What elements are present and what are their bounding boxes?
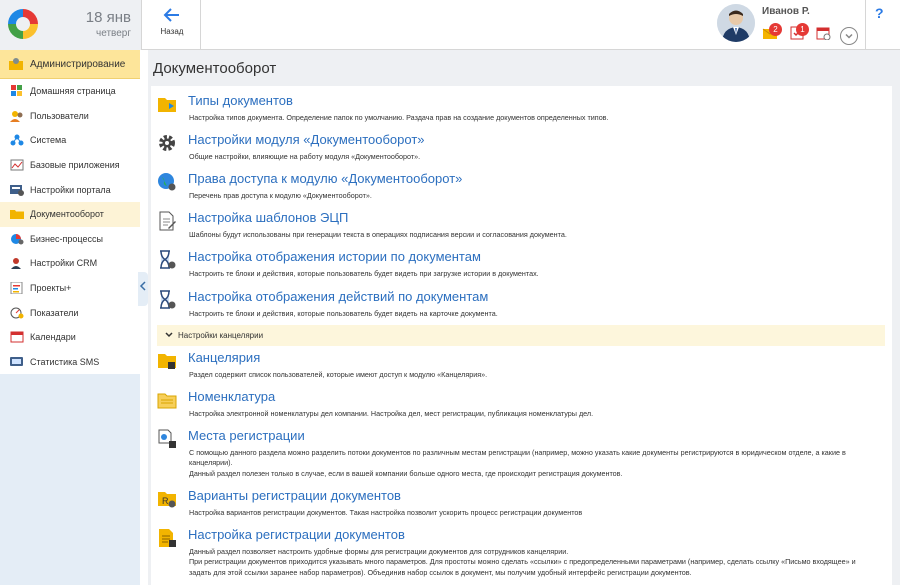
entry-description: Общие настройки, влияющие на работу модуля «Документооборот». (189, 152, 421, 161)
sidebar-collapse-button[interactable] (138, 272, 148, 306)
metrics-icon (10, 307, 24, 319)
entry-description: Настройка электронной номенклатуры дел компании. Настройка дел, мест регистрации, публикация номенклатуры дел. (189, 409, 594, 418)
calendar-icon (10, 331, 24, 343)
sidebar-item-label: Пользователи (30, 110, 89, 121)
hourglass-icon (157, 250, 177, 270)
history-display-link[interactable]: Настройка отображения истории по документам (188, 249, 481, 264)
document-types-icon (157, 94, 177, 114)
office-folder-icon (157, 351, 177, 371)
top-bar (0, 0, 900, 50)
current-date: 18 янв (85, 9, 131, 26)
entry-description (189, 448, 879, 479)
registration-variants-icon (157, 489, 177, 509)
entry-description-line: При регистрации документов приходится указывать много параметров. Для простоты можно сделать «ссылки» с предопределенными параметрами (например, сделать ссылку «Письмо входящее» и задать для этой ссылки заранее набор параметров). Объединив набор ссылок в документ, мы получим удобный интерфейс регистрации документов. (189, 557, 856, 577)
actions-display-link[interactable]: Настройка отображения действий по документам (188, 289, 489, 304)
help-area (865, 0, 900, 50)
entry-description: Настройка вариантов регистрации документов. Такая настройка позволит ускорить процесс регистрации документов (189, 508, 583, 517)
entry-description: Настроить те блоки и действия, которые пользователь будет видеть на карточке документа. (189, 309, 498, 318)
sidebar-header-label: Администрирование (30, 58, 126, 70)
sidebar-item-crm[interactable] (0, 251, 140, 276)
sidebar-menu (0, 50, 140, 374)
section-label: Настройки канцелярии (178, 331, 264, 340)
entry-description (189, 547, 879, 578)
registration-settings-icon (157, 528, 177, 548)
mail-badge: 2 (769, 23, 782, 36)
settings-list (151, 86, 892, 585)
registration-settings-link[interactable]: Настройка регистрации документов (188, 527, 405, 542)
sidebar-item-system[interactable] (0, 128, 140, 153)
page-title: Документооборот (153, 60, 277, 77)
sidebar-item-sms-stats[interactable] (0, 350, 140, 375)
nomenclature-link[interactable]: Номенклатура (188, 389, 276, 404)
system-icon (10, 134, 24, 146)
chevron-down-icon[interactable] (840, 27, 858, 45)
apps-icon (10, 159, 24, 171)
signature-document-icon (157, 211, 177, 231)
sidebar-item-documents[interactable] (0, 202, 140, 227)
sidebar-item-label: Базовые приложения (30, 160, 120, 171)
help-icon[interactable]: ? (875, 5, 884, 21)
svg-text:R: R (162, 496, 169, 506)
back-button[interactable] (143, 0, 201, 50)
sidebar-item-label: Домашняя страница (30, 86, 116, 97)
office-link[interactable]: Канцелярия (188, 350, 261, 365)
process-icon (10, 233, 24, 245)
sidebar-item-calendars[interactable] (0, 325, 140, 350)
sidebar-item-portal[interactable] (0, 177, 140, 202)
current-weekday: четверг (96, 28, 131, 39)
entry-description-line: Данный раздел полезен только в случае, если в вашей компании больше одного места, где происходит регистрация документов. (189, 468, 623, 478)
registration-variants-link[interactable]: Варианты регистрации документов (188, 488, 401, 503)
sidebar-header[interactable] (0, 50, 140, 79)
access-rights-link[interactable]: Права доступа к модулю «Документооборот» (188, 171, 463, 186)
sidebar-item-metrics[interactable] (0, 300, 140, 325)
sidebar-item-label: Показатели (30, 307, 79, 318)
back-label: Назад (160, 27, 184, 36)
tasks-badge: 1 (796, 23, 809, 36)
calendar-icon[interactable] (815, 26, 831, 40)
crm-icon (10, 257, 24, 269)
sidebar-item-label: Календари (30, 332, 76, 343)
sidebar-item-label: Система (30, 135, 67, 146)
sidebar-item-home[interactable] (0, 79, 140, 104)
entry-description: Настроить те блоки и действия, которые пользователь будет видеть при загрузке истории в документах. (189, 269, 539, 278)
avatar[interactable] (717, 4, 755, 42)
sidebar-item-label: Настройки CRM (30, 258, 98, 269)
entry-description: Раздел содержит список пользователей, которые имеют доступ к модулю «Канцелярия». (189, 370, 488, 379)
section-header-office[interactable] (157, 325, 885, 346)
sidebar-item-users[interactable] (0, 104, 140, 129)
document-types-link[interactable]: Типы документов (188, 93, 293, 108)
sidebar (0, 50, 140, 585)
sidebar-item-label: Проекты+ (30, 283, 72, 294)
sidebar-item-label: Настройки портала (30, 184, 111, 195)
entry-description-line: Данный раздел позволяет настроить удобные формы для регистрации документов для сотрудников канцелярии. (189, 547, 569, 556)
globe-icon (157, 172, 177, 192)
sidebar-item-label: Статистика SMS (30, 356, 100, 367)
module-settings-link[interactable]: Настройки модуля «Документооборот» (188, 132, 425, 147)
users-icon (10, 110, 24, 122)
projects-icon (10, 282, 24, 294)
registration-places-link[interactable]: Места регистрации (188, 428, 305, 443)
sidebar-item-label: Документооборот (30, 209, 104, 220)
sidebar-item-projects[interactable] (0, 276, 140, 301)
entry-description: Перечень прав доступа к модулю «Документооборот». (189, 191, 372, 200)
hourglass-icon (157, 290, 177, 310)
portal-icon (10, 184, 24, 196)
nomenclature-folder-icon (157, 390, 177, 410)
user-name[interactable]: Иванов Р. (762, 6, 810, 17)
folder-icon (10, 208, 24, 220)
signature-templates-link[interactable]: Настройка шаблонов ЭЦП (188, 210, 349, 225)
sidebar-item-apps[interactable] (0, 153, 140, 178)
entry-description: Шаблоны будут использованы при генерации текста в операциях подписания версии и согласования документа. (189, 230, 567, 239)
admin-icon (8, 57, 24, 71)
arrow-left-icon (163, 6, 181, 27)
sms-icon (10, 356, 24, 368)
logo[interactable] (8, 9, 38, 39)
main-panel (148, 50, 900, 585)
gear-icon (157, 133, 177, 153)
home-icon (10, 85, 24, 97)
sidebar-item-label: Бизнес-процессы (30, 233, 103, 244)
logo-area (0, 0, 142, 50)
entry-description-line: С помощью данного раздела можно разделить потоки документов по различным местам регистрации (например, можно указать какие документы регистрируются в юридическом отделе, а какие в канцелярии). (189, 448, 846, 468)
sidebar-item-business-processes[interactable] (0, 227, 140, 252)
chevron-down-icon (165, 331, 173, 341)
registration-places-icon (157, 429, 177, 449)
entry-description: Настройка типов документа. Определение папок по умолчанию. Раздача прав на создание документов определенных типов. (189, 113, 609, 122)
